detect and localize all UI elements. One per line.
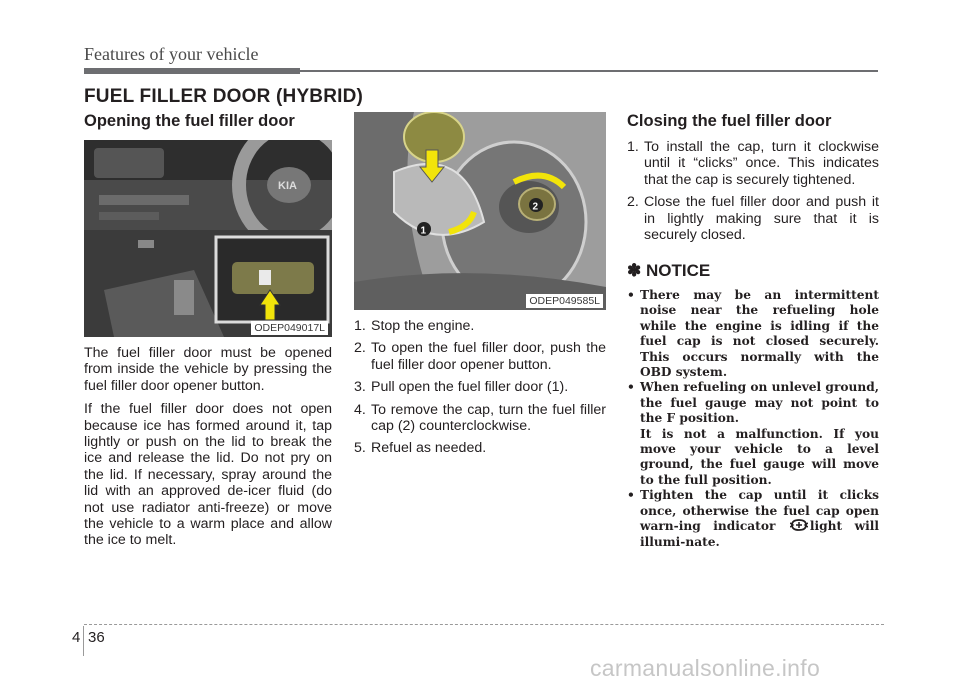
opening-paragraph-2: If the fuel filler door does not open because ice has formed around it, tap lightly or push on the lid to break the ice and release the lid. Do not pry on the lid. If necessary, spray around the lid with an approved de-icer fluid (do not use radiator anti-freeze) or move the vehicle to a warm place and allow the ice to melt. bbox=[84, 401, 332, 549]
dashboard-figure bbox=[84, 140, 332, 337]
list-item: • Tighten the cap until it clicks once, otherwise the fuel cap open warn-ing indicator light will illumi-nate. bbox=[627, 488, 879, 549]
svg-text:KIA: KIA bbox=[278, 180, 297, 192]
header-rule bbox=[300, 70, 878, 72]
list-item: 4. To remove the cap, turn the fuel filler cap (2) counterclockwise. bbox=[354, 401, 606, 435]
list-item: 2. To open the fuel filler door, push the fuel filler door opener button. bbox=[354, 340, 606, 373]
header-bar bbox=[84, 68, 300, 74]
list-item: 1. To install the cap, turn it clockwise until it “clicks” once. This indicates that the cap is securely tightened. bbox=[627, 139, 879, 188]
footer-divider bbox=[83, 626, 84, 656]
list-item: • When refueling on unlevel ground, the fuel gauge may not point to the F position. It is not a malfunction. If you move your vehicle to a level ground, the fuel gauge will move to the full position. bbox=[627, 380, 879, 487]
fuel-cap-warning-icon bbox=[790, 519, 808, 531]
steps-list bbox=[354, 318, 606, 463]
notice-symbol: ✽ bbox=[627, 261, 642, 280]
opening-title: Opening the fuel filler door bbox=[84, 112, 295, 130]
notice-title: ✽ NOTICE bbox=[627, 261, 711, 280]
list-item: 1. Stop the engine. bbox=[354, 318, 475, 334]
callout-2: 2 bbox=[532, 201, 539, 213]
opening-paragraph-1: The fuel filler door must be opened from inside the vehicle by pressing the fuel filler door opener button. bbox=[84, 345, 332, 394]
watermark: carmanualsonline.info bbox=[590, 655, 821, 681]
callout-1: 1 bbox=[420, 225, 427, 237]
opening-text bbox=[84, 345, 332, 549]
fuel-door-illustration bbox=[354, 112, 606, 310]
list-item: 3. Pull open the fuel filler door (1). bbox=[354, 379, 569, 396]
closing-title: Closing the fuel filler door bbox=[627, 112, 832, 130]
list-item: • There may be an intermittent noise near the refueling hole while the engine is idling if the fuel cap is not closed securely. This occurs normally with the OBD system. bbox=[627, 288, 879, 380]
notice-list bbox=[627, 288, 879, 550]
figure-label: ODEP049017L bbox=[251, 321, 328, 335]
footer-rule bbox=[84, 624, 884, 625]
figure-label: ODEP049585L bbox=[526, 294, 603, 308]
running-header: Features of your vehicle bbox=[84, 44, 259, 64]
fuel-door-figure bbox=[354, 112, 606, 310]
closing-list bbox=[627, 139, 879, 249]
section-title: FUEL FILLER DOOR (HYBRID) bbox=[84, 86, 364, 107]
list-item: 5. Refuel as needed. bbox=[354, 440, 487, 457]
list-item: 2. Close the fuel filler door and push it in lightly making sure that it is securely closed. bbox=[627, 194, 879, 244]
dashboard-illustration bbox=[84, 140, 332, 337]
page-number: 36 bbox=[88, 629, 105, 646]
section-number: 4 bbox=[72, 629, 81, 646]
